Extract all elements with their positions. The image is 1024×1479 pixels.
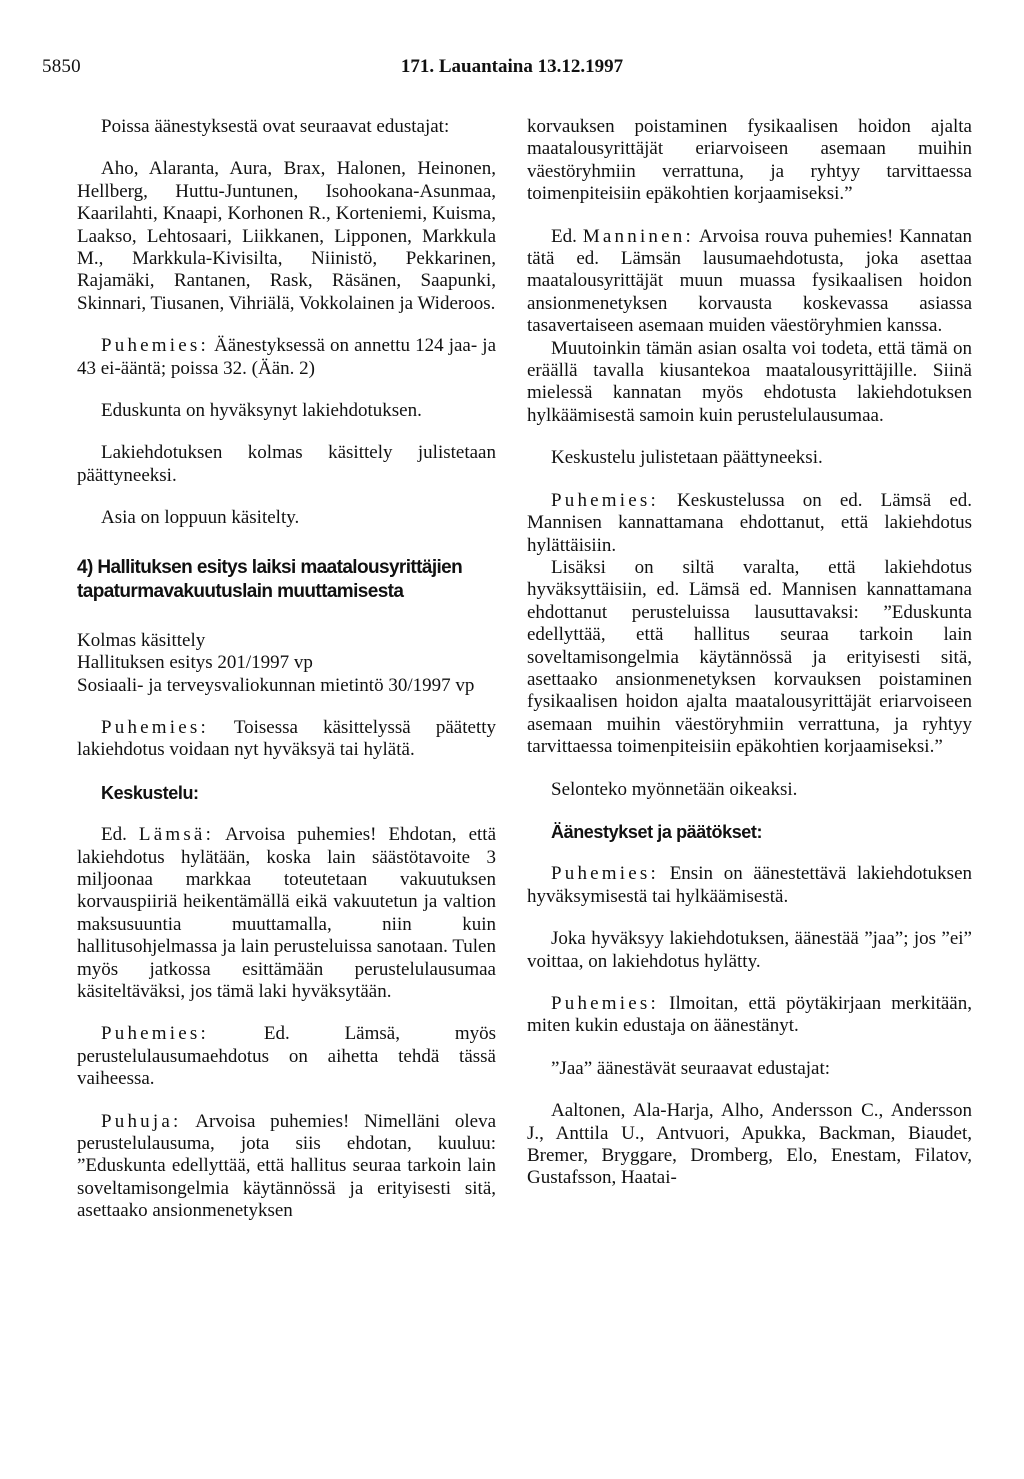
- speaker-statement-1: [77, 335, 496, 380]
- speaker-text: Keskustelussa on ed. Lämsä ed. Mannisen kannattamana ehdottanut, että lakiehdotus hylättäisiin.: [527, 489, 972, 556]
- speaker-statement-6: [527, 993, 972, 1038]
- speaker-text: Ilmoitan, että pöytäkirjaan merkitään, miten kukin edustaja on äänestänyt.: [527, 993, 972, 1037]
- discussion-heading: Keskustelu:: [101, 782, 199, 803]
- item-done-note: Asia on loppuun käsitelty.: [101, 507, 300, 529]
- title-prefix: Ed.: [551, 225, 577, 247]
- meta-reading: Kolmas käsittely: [77, 629, 206, 651]
- session-date: 171. Lauantaina 13.12.1997: [400, 56, 624, 77]
- page-number: 5850: [42, 56, 81, 77]
- continued-text: korvauksen poistaminen fysikaalisen hoidon ajalta maatalousyrittäjät eriarvoiseen asemaan muihin väestöryhmiin verrattuna, ja ryhtyy tarvittaessa toimenpiteisiin epäkohtien korjaamiseksi.”: [527, 116, 972, 205]
- speaker-label: Puhemies:: [551, 863, 659, 885]
- speaker-statement-4-cont: Lisäksi on siltä varalta, että lakiehdotus hyväksyttäisiin, ed. Lämsä ed. Mannisen kannattamana ehdottanut perusteluissa lausuttavaksi: ”Eduskunta edellyttää, että hallitus seuraa tarkoin lain soveltamisongelmia käytännössä ja erityisesti sitä, asettaako ansionmenetyksen korvauksen poistaminen fysikaalisen hoidon ajalta maatalousyrittäjät eriarvoiseen asemaan muihin väestöryhmiin verrattuna, ja ryhtyy tarvittaessa toimenpiteisiin epäkohtien korjaamiseksi.”: [527, 556, 972, 758]
- report-correct-note: Selonteko myönnetään oikeaksi.: [551, 778, 798, 800]
- speaker-text: Toisessa käsittelyssä päätetty lakiehdotus voidaan nyt hyväksyä tai hylätä.: [77, 716, 496, 761]
- speaker-name: Manninen:: [582, 225, 694, 247]
- speaker-label: Puhemies:: [101, 716, 209, 738]
- page-header: [0, 0, 1024, 100]
- speaker-statement-3: [77, 1023, 496, 1090]
- speaker-text: Arvoisa puhemies! Ehdotan, että lakiehdotus hylätään, koska lain säästötavoite 3 miljoonaa markkaa toteutetaan vakuutuksen korvauspiiriä heikentämällä eikä vakuutetun ja valtion maksusuuntia muuttamalla, niin kuin hallitusohjelmassa ja lain perusteluissa sanotaan. Tulen myös jatkossa esittämään perustelulausumaa käsiteltäväksi, jos tämä laki hyväksytään.: [77, 824, 497, 1002]
- manninen-statement-cont: Muutoinkin tämän asian osalta voi todeta, että tämä on eräällä tavalla kiusantekoa maatalousyrittäjille. Siinä mielessä kannatan myös ehdotusta lakiehdotuksen hylkäämisestä samoin kuin perustelulausumaa.: [527, 337, 972, 426]
- absent-list: Aho, Alaranta, Aura, Brax, Halonen, Heinonen, Hellberg, Huttu-Juntunen, Isohookana-Asunmaa, Kaarilahti, Knaapi, Korhonen R., Korteniemi, Kuisma, Laakso, Lehtosaari, Liikkanen, Lipponen, Markkula M., Markkula-Kivisilta, Niinistö, Pekkarinen, Rajamäki, Rantanen, Rask, Räsänen, Saapunki, Skinnari, Tiusanen, Vihriälä, Vokkolainen ja Wideroos.: [77, 158, 496, 314]
- meta-bill: Hallituksen esitys 201/1997 vp: [77, 652, 313, 674]
- votes-heading: Äänestykset ja päätökset:: [551, 821, 763, 842]
- vote-instruction: Joka hyväksyy lakiehdotuksen, äänestää ”jaa”; jos ”ei” voittaa, on lakiehdotus hylätty.: [527, 928, 972, 972]
- section-heading: 4) Hallituksen esitys laiksi maatalousyrittäjien tapaturmavakuutuslain muuttamisesta: [77, 556, 463, 602]
- approval-note: Eduskunta on hyväksynyt lakiehdotuksen.: [101, 400, 422, 422]
- speaker-label: Puhemies:: [101, 335, 209, 357]
- speaker-label: Puhemies:: [551, 489, 659, 511]
- right-column: [527, 116, 972, 1190]
- speaker-name: Lämsä:: [138, 824, 215, 846]
- left-column: [77, 116, 496, 1223]
- speaker-text: Äänestyksessä on annettu 124 jaa- ja 43 ei-ääntä; poissa 32. (Ään. 2): [77, 335, 497, 379]
- speaker-statement-5: [527, 863, 972, 908]
- speaker-text: Arvoisa puhemies! Nimelläni oleva perustelulausuma, jota siis ehdotan, kuuluu: ”Eduskunta edellyttää, että hallitus seuraa tarkoin lain soveltamisongelmia käytännössä ja erityisesti sitä, asettaako ansionmenetyksen: [77, 1110, 496, 1222]
- discussion-closed-note: Keskustelu julistetaan päättyneeksi.: [551, 447, 823, 469]
- puhuja-statement: [77, 1111, 496, 1223]
- speaker-text: Ensin on äänestettävä lakiehdotuksen hyväksymisestä tai hylkäämisestä.: [527, 863, 973, 907]
- speaker-statement-4: [527, 490, 972, 557]
- manninen-statement: [527, 226, 972, 338]
- lamsa-statement: [77, 824, 496, 1003]
- speaker-label: Puhuja:: [101, 1110, 182, 1132]
- absent-intro: Poissa äänestyksestä ovat seuraavat edustajat:: [101, 116, 450, 137]
- speaker-text: Arvoisa rouva puhemies! Kannatan tätä ed. Lämsän lausumaehdotusta, joka asettaa maatalousyrittäjät muun muassa fysikaalisen hoidon ansionmenetyksen korvausta koskevassa asiassa tasavertaiseen asemaan muiden väestöryhmien kanssa.: [527, 225, 973, 337]
- speaker-statement-2: [77, 717, 496, 762]
- jaa-intro: ”Jaa” äänestävät seuraavat edustajat:: [551, 1057, 831, 1079]
- speaker-text: Ed. Lämsä, myös perustelulausumaehdotus on aihetta tehdä tässä vaiheessa.: [77, 1023, 496, 1090]
- speaker-label: Puhemies:: [551, 993, 659, 1014]
- reading-closed-note: Lakiehdotuksen kolmas käsittely julistetaan päättyneeksi.: [77, 442, 496, 486]
- speaker-label: Puhemies:: [101, 1023, 209, 1045]
- jaa-list: Aaltonen, Ala-Harja, Alho, Andersson C., Andersson J., Anttila U., Antvuori, Apukka, Backman, Biaudet, Bremer, Bryggare, Dromberg, Elo, Enestam, Filatov, Gustafsson, Haatai-: [527, 1100, 972, 1189]
- meta-committee: Sosiaali- ja terveysvaliokunnan mietintö 30/1997 vp: [77, 674, 475, 696]
- title-prefix: Ed.: [101, 824, 127, 846]
